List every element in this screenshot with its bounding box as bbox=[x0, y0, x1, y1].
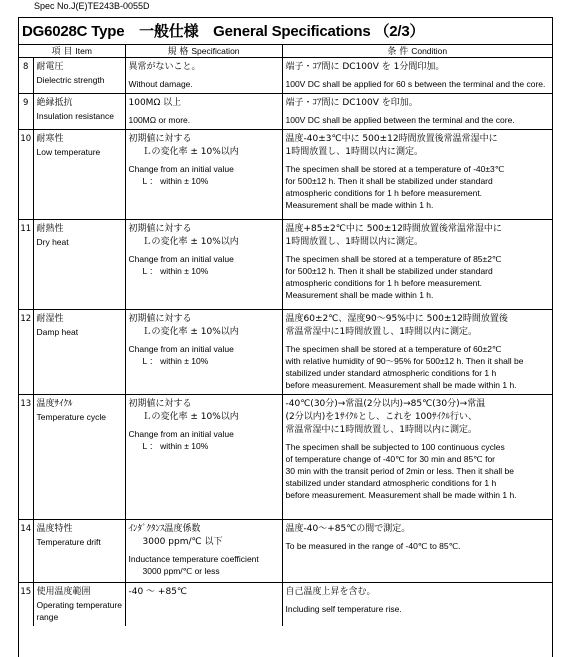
spec-line-jp: Ｌの変化率 ± 10%以内 bbox=[142, 327, 239, 337]
specification-cell bbox=[125, 58, 282, 94]
item-name-en: Operating temperature range bbox=[36, 600, 123, 622]
condition-line-en: 30 min with the transit period of 2min or less. Then it shall be bbox=[285, 466, 515, 476]
condition-line-en: To be measured in the range of -40℃ to 85℃. bbox=[285, 541, 461, 551]
condition-cell bbox=[282, 58, 552, 94]
row-number: 8 bbox=[19, 58, 33, 94]
title-bar bbox=[19, 18, 552, 45]
condition-cell bbox=[282, 94, 552, 130]
spec-line-jp: -40 ～ +85℃ bbox=[128, 587, 188, 597]
spec-line-jp: Ｌの変化率 ± 10%以内 bbox=[142, 237, 239, 247]
condition-line-en: atmospheric conditions for 1 h before measurement. bbox=[285, 278, 483, 288]
condition-line-en: with relative humidity of 90～95% for 500±12 h. Then it shall be bbox=[285, 356, 524, 366]
item-name-en: Dielectric strength bbox=[36, 75, 105, 85]
spec-line-en: Inductance temperature coefficient bbox=[128, 554, 259, 564]
item-name-jp: 耐電圧 bbox=[36, 62, 64, 72]
condition-line-en: atmospheric conditions for 1 h before measurement. bbox=[285, 188, 483, 198]
condition-line-jp: 自己温度上昇を含む。 bbox=[285, 587, 376, 597]
spec-line-jp: 初期値に対する bbox=[128, 134, 192, 144]
specification-cell bbox=[125, 94, 282, 130]
spec-line-en: L ： within ± 10% bbox=[142, 266, 209, 276]
item-name-jp: 耐寒性 bbox=[36, 134, 64, 144]
item-name-jp: 使用温度範囲 bbox=[36, 587, 91, 597]
spec-row bbox=[19, 58, 552, 94]
condition-cell bbox=[282, 220, 552, 310]
spec-line-en: L ： within ± 10% bbox=[142, 356, 209, 366]
condition-line-jp: 温度-40～+85℃の間で測定。 bbox=[285, 524, 411, 534]
item-cell bbox=[33, 220, 125, 310]
row-number: 10 bbox=[19, 130, 33, 220]
condition-line-jp: 温度-40±3℃中に 500±12時間放置後常温常湿中に bbox=[285, 134, 498, 144]
condition-cell bbox=[282, 310, 552, 395]
item-name-jp: 温度特性 bbox=[36, 524, 73, 534]
condition-line-jp: 常温常湿中に1時間放置し、1時間以内に測定。 bbox=[285, 327, 477, 337]
condition-line-en: Including self temperature rise. bbox=[285, 604, 402, 614]
condition-line-en: The specimen shall be stored at a temperature of 85±2℃ bbox=[285, 254, 502, 264]
specification-cell bbox=[125, 310, 282, 395]
item-cell bbox=[33, 395, 125, 520]
header-row bbox=[19, 45, 552, 58]
spec-line-jp: Ｌの変化率 ± 10%以内 bbox=[142, 147, 239, 157]
item-name-jp: 温度ｻｲｸﾙ bbox=[36, 399, 73, 409]
condition-cell bbox=[282, 520, 552, 583]
spec-line-jp: 初期値に対する bbox=[128, 224, 192, 234]
item-name-jp: 耐熱性 bbox=[36, 224, 64, 234]
item-cell bbox=[33, 520, 125, 583]
condition-line-jp: 端子・ｺｱ間に DC100V を印加。 bbox=[285, 98, 418, 108]
condition-line-en: Measurement shall be made within 1 h. bbox=[285, 290, 434, 300]
condition-cell bbox=[282, 395, 552, 520]
item-cell bbox=[33, 58, 125, 94]
header-condition: 条 件 Condition bbox=[282, 45, 552, 58]
row-number: 12 bbox=[19, 310, 33, 395]
specification-cell bbox=[125, 395, 282, 520]
condition-line-en: before measurement. Measurement shall be made within 1 h. bbox=[285, 490, 517, 500]
condition-line-en: Measurement shall be made within 1 h. bbox=[285, 200, 434, 210]
specification-sheet bbox=[18, 17, 553, 657]
condition-line-en: 100V DC shall be applied between the terminal and the core. bbox=[285, 115, 515, 125]
condition-line-en: The specimen shall be stored at a temperature of -40±3℃ bbox=[285, 164, 505, 174]
condition-line-en: before measurement. Measurement shall be made within 1 h. bbox=[285, 380, 517, 390]
condition-line-jp: (2分以内)を1ｻｲｸﾙとし、これを 100ｻｲｸﾙ行い、 bbox=[285, 412, 478, 422]
spec-line-jp: 異常がないこと。 bbox=[128, 62, 201, 72]
header-item: 項 目 Item bbox=[19, 45, 125, 58]
spec-line-en: Change from an initial value bbox=[128, 164, 234, 174]
spec-row bbox=[19, 310, 552, 395]
spec-line-jp: ｲﾝﾀﾞｸﾀﾝｽ温度係数 bbox=[128, 524, 201, 534]
spec-row bbox=[19, 94, 552, 130]
spec-row bbox=[19, 583, 552, 627]
condition-line-en: The specimen shall be stored at a temperature of 60±2℃ bbox=[285, 344, 502, 354]
spec-line-en: L ： within ± 10% bbox=[142, 441, 209, 451]
condition-line-jp: 温度60±2℃、湿度90～95%中に 500±12時間放置後 bbox=[285, 314, 508, 324]
spec-line-jp: 初期値に対する bbox=[128, 314, 192, 324]
header-spec: 規 格 Specification bbox=[125, 45, 282, 58]
spec-line-en: 100MΩ or more. bbox=[128, 115, 191, 125]
spec-line-en: 3000 ppm/℃ or less bbox=[142, 566, 220, 576]
condition-line-en: stabilized under standard atmospheric conditions for 1 h bbox=[285, 368, 497, 378]
condition-line-en: of temperature change of -40℃ for 30 min and 85℃ for bbox=[285, 454, 496, 464]
spec-row bbox=[19, 395, 552, 520]
spec-row bbox=[19, 220, 552, 310]
spec-row bbox=[19, 130, 552, 220]
spec-line-en: L ： within ± 10% bbox=[142, 176, 209, 186]
condition-line-jp: 端子・ｺｱ間に DC100V を 1分間印加。 bbox=[285, 62, 445, 72]
item-name-en: Damp heat bbox=[36, 327, 79, 337]
condition-line-en: 100V DC shall be applied for 60 s between the terminal and the core. bbox=[285, 79, 546, 89]
item-name-en: Insulation resistance bbox=[36, 111, 114, 121]
condition-cell bbox=[282, 130, 552, 220]
item-cell bbox=[33, 130, 125, 220]
condition-line-jp: -40℃(30分)→常温(2分以内)→85℃(30分)→常温 bbox=[285, 399, 486, 409]
item-name-jp: 耐湿性 bbox=[36, 314, 64, 324]
condition-line-en: for 500±12 h. Then it shall be stabilized under standard bbox=[285, 266, 493, 276]
spec-line-jp: 100MΩ 以上 bbox=[128, 98, 182, 108]
row-number: 13 bbox=[19, 395, 33, 520]
condition-line-en: stabilized under standard atmospheric conditions for 1 h bbox=[285, 478, 497, 488]
spec-line-jp: 3000 ppm/℃ 以下 bbox=[142, 537, 223, 547]
item-name-en: Temperature drift bbox=[36, 537, 101, 547]
specification-cell bbox=[125, 583, 282, 627]
row-number: 14 bbox=[19, 520, 33, 583]
spec-row bbox=[19, 520, 552, 583]
item-cell bbox=[33, 94, 125, 130]
spec-line-en: Change from an initial value bbox=[128, 254, 234, 264]
specification-cell bbox=[125, 520, 282, 583]
condition-line-jp: 1時間放置し、1時間以内に測定。 bbox=[285, 237, 423, 247]
condition-line-en: The specimen shall be subjected to 100 continuous cycles bbox=[285, 442, 505, 452]
specification-cell bbox=[125, 220, 282, 310]
spec-line-jp: 初期値に対する bbox=[128, 399, 192, 409]
condition-line-jp: 常温常湿中に1時間放置し、1時間以内に測定。 bbox=[285, 425, 477, 435]
spec-line-en: Change from an initial value bbox=[128, 429, 234, 439]
document-title: DG6028C Type 一般仕様 General Specifications （2/3） bbox=[22, 23, 425, 40]
specification-cell bbox=[125, 130, 282, 220]
item-cell bbox=[33, 310, 125, 395]
spec-line-en: Change from an initial value bbox=[128, 344, 234, 354]
condition-line-en: for 500±12 h. Then it shall be stabilized under standard bbox=[285, 176, 493, 186]
item-name-en: Dry heat bbox=[36, 237, 69, 247]
row-number: 15 bbox=[19, 583, 33, 627]
condition-cell bbox=[282, 583, 552, 627]
row-number: 11 bbox=[19, 220, 33, 310]
row-number: 9 bbox=[19, 94, 33, 130]
spec-table bbox=[19, 44, 552, 626]
condition-line-jp: 温度+85±2℃中に 500±12時間放置後常温常湿中に bbox=[285, 224, 502, 234]
item-name-en: Temperature cycle bbox=[36, 412, 106, 422]
spec-line-jp: Ｌの変化率 ± 10%以内 bbox=[142, 412, 239, 422]
item-name-en: Low temperature bbox=[36, 147, 101, 157]
spec-number: Spec No.J(E)TE243B-0055D bbox=[34, 1, 150, 11]
condition-line-jp: 1時間放置し、1時間以内に測定。 bbox=[285, 147, 423, 157]
item-cell bbox=[33, 583, 125, 627]
item-name-jp: 絶縁抵抗 bbox=[36, 98, 73, 108]
spec-line-en: Without damage. bbox=[128, 79, 193, 89]
